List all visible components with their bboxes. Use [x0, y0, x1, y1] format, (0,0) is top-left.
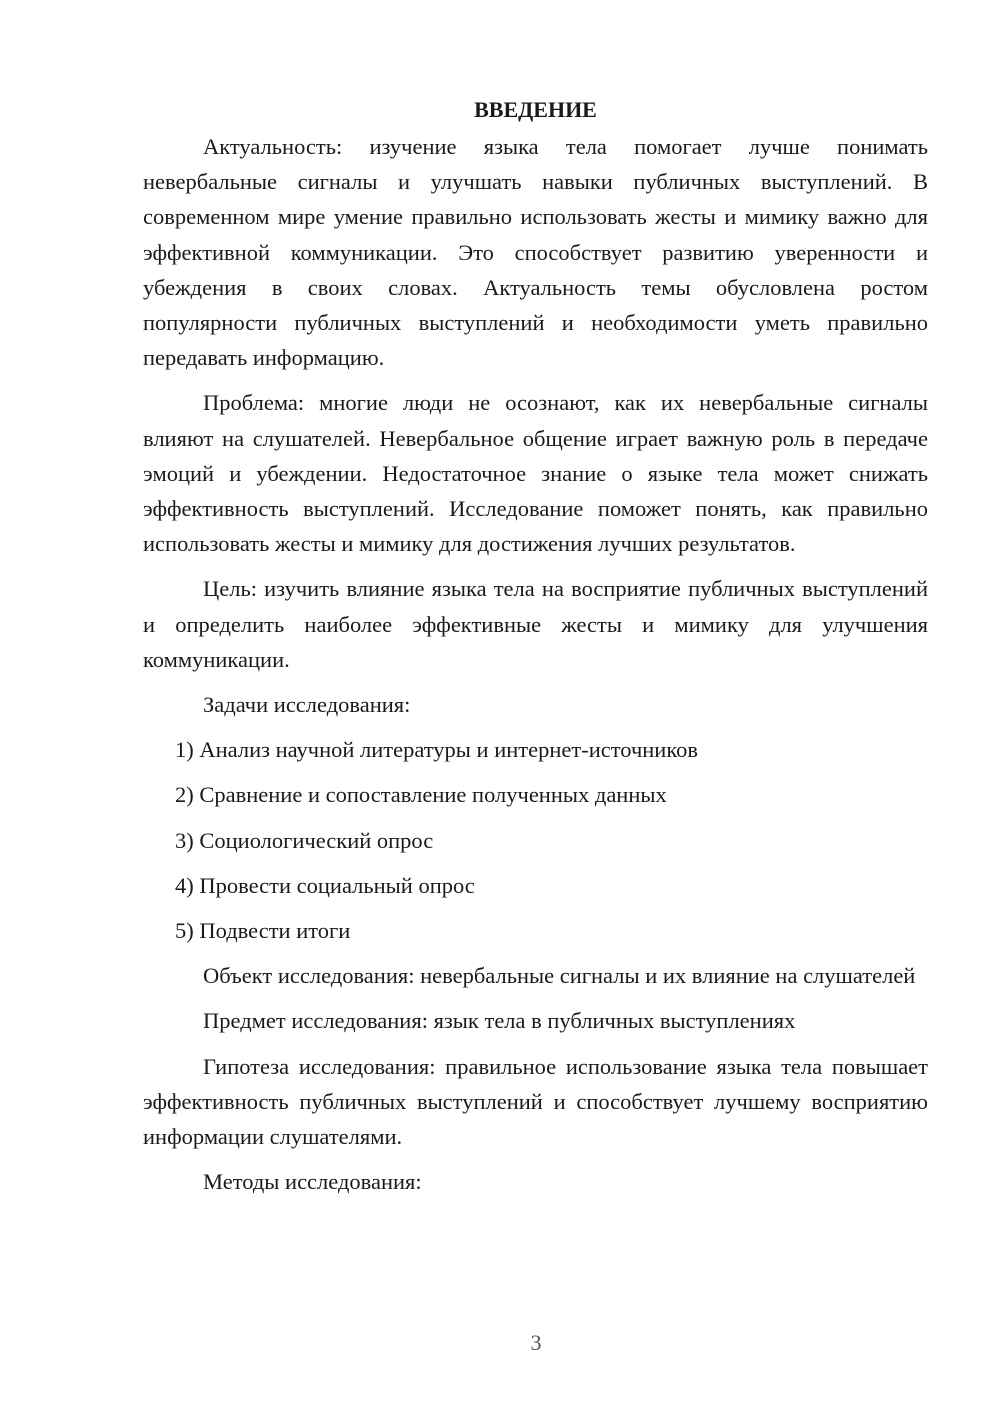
list-item: 4) Провести социальный опрос	[175, 872, 475, 898]
list-item: 3) Социологический опрос	[175, 827, 434, 853]
paragraph-goal: Цель: изучить влияние языка тела на восприятие публичных выступлений и определить наиболее эффективные жесты и мимику для улучшения коммуникации.	[143, 576, 928, 672]
paragraph-problem: Проблема: многие люди не осознают, как их невербальные сигналы влияют на слушателей. Невербальное общение играет важную роль в передаче эмоций и убеждении. Недостаточное знание о языке тела может снижать эффективность выступлений. Исследование поможет понять, как правильно использовать жесты и мимику для достижения лучших результатов.	[143, 390, 928, 557]
list-item: 2) Сравнение и сопоставление полученных данных	[175, 782, 667, 808]
page-number: 3	[530, 1330, 542, 1355]
paragraph-hypothesis: Гипотеза исследования: правильное использование языка тела повышает эффективность публичных выступлений и способствует лучшему восприятию информации слушателями.	[143, 1053, 928, 1150]
tasks-list	[143, 732, 928, 948]
paragraph-subject: Предмет исследования: язык тела в публичных выступлениях	[203, 1008, 796, 1034]
paragraph-relevance: Актуальность: изучение языка тела помогает лучше понимать невербальные сигналы и улучшать навыки публичных выступлений. В современном мире умение правильно использовать жесты и мимику важно для эффективной коммуникации. Это способствует развитию уверенности и убеждения в своих словах. Актуальность темы обусловлена ростом популярности публичных выступлений и необходимости уметь правильно передавать информацию.	[143, 134, 928, 371]
page-title: ВВЕДЕНИЕ	[474, 97, 597, 122]
methods-heading: Методы исследования:	[203, 1169, 422, 1195]
paragraph-object: Объект исследования: невербальные сигналы и их влияние на слушателей	[203, 963, 916, 989]
tasks-heading: Задачи исследования:	[203, 692, 411, 718]
document-page	[143, 92, 928, 1209]
list-item: 5) Подвести итоги	[175, 918, 351, 944]
list-item: 1) Анализ научной литературы и интернет-источников	[175, 737, 699, 763]
